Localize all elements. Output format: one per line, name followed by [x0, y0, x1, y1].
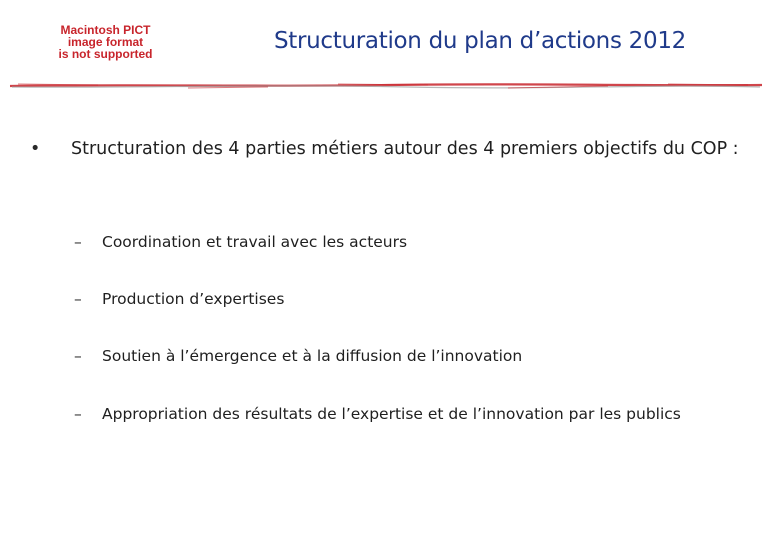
- sub-item: [74, 232, 764, 252]
- sub-item-text: Coordination et travail avec les acteurs: [102, 233, 408, 251]
- main-bullet-text: Structuration des 4 parties métiers autour des 4 premiers objectifs du COP :: [71, 139, 739, 159]
- dash-symbol: –: [74, 405, 82, 423]
- dash-symbol: –: [74, 347, 82, 365]
- placeholder-line-1: Macintosh PICT: [60, 23, 151, 37]
- unsupported-image-placeholder: [38, 24, 173, 60]
- decorative-divider: [8, 78, 764, 92]
- placeholder-line-2: image format: [67, 35, 144, 49]
- sub-item-text: Production d’expertises: [102, 290, 285, 308]
- sub-item-text: Appropriation des résultats de l’expertise et de l’innovation par les publics: [102, 405, 681, 423]
- placeholder-line-3: is not supported: [58, 47, 153, 61]
- sub-item: [74, 346, 764, 366]
- slide-title: Structuration du plan d’actions 2012: [273, 28, 686, 54]
- dash-symbol: –: [74, 290, 82, 308]
- sub-item: [74, 404, 764, 424]
- bullet-symbol: •: [30, 139, 41, 159]
- sub-item: [74, 289, 764, 309]
- main-bullet: [30, 136, 750, 162]
- sub-item-text: Soutien à l’émergence et à la diffusion de l’innovation: [102, 347, 523, 365]
- dash-symbol: –: [74, 233, 82, 251]
